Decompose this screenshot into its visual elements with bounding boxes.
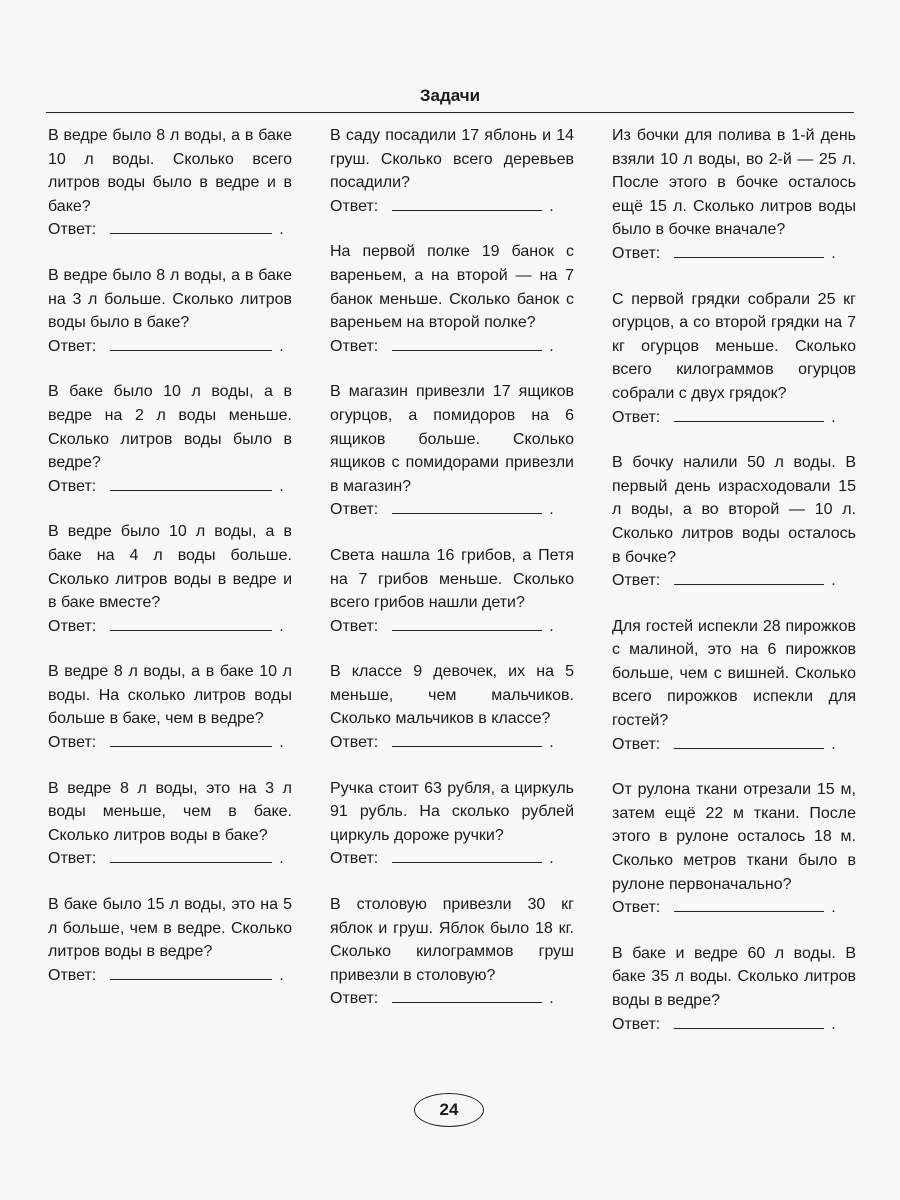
task-text: В ведре было 8 л воды, а в баке 10 л воды. Сколько всего литров воды было в ведре и в баке? (48, 127, 292, 215)
task-text: В ведре было 8 л воды, а в баке на 3 л больше. Сколько литров воды было в баке? (48, 266, 292, 332)
tasks-column-1 (48, 124, 292, 1009)
tasks-column-3 (612, 124, 856, 1058)
task-item (48, 520, 292, 638)
answer-label: Ответ: (330, 337, 379, 355)
answer-period: . (279, 617, 284, 635)
answer-period: . (279, 221, 284, 239)
task-text: Из бочки для полива в 1-й день взяли 10 л воды, во 2-й — 25 л. После этого в бочке осталось ещё 15 л. Сколько литров воды было в бочке вначале? (612, 127, 856, 239)
answer-line (330, 731, 574, 755)
answer-label: Ответ: (612, 1015, 661, 1033)
answer-blank-field[interactable] (674, 243, 824, 258)
task-item (330, 777, 574, 871)
answer-label: Ответ: (48, 734, 97, 752)
answer-blank-field[interactable] (110, 732, 272, 747)
task-item (330, 124, 574, 218)
answer-blank-field[interactable] (392, 499, 542, 514)
answer-period: . (279, 966, 284, 984)
answer-line (612, 896, 856, 920)
answer-line (330, 987, 574, 1011)
answer-blank-field[interactable] (110, 965, 272, 980)
task-text: В классе 9 девочек, их на 5 меньше, чем мальчиков. Сколько мальчиков в классе? (330, 663, 574, 728)
answer-period: . (279, 477, 284, 495)
answer-blank-field[interactable] (392, 732, 542, 747)
task-item (48, 777, 292, 871)
task-item (330, 660, 574, 754)
task-text: На первой полке 19 банок с вареньем, а на второй — на 7 банок меньше. Сколько банок с вареньем на второй полке? (330, 243, 574, 332)
answer-blank-field[interactable] (110, 848, 272, 863)
answer-period: . (831, 408, 836, 426)
answer-line (330, 498, 574, 522)
page-number: 24 (414, 1093, 484, 1127)
answer-blank-field[interactable] (110, 219, 272, 234)
answer-label: Ответ: (48, 337, 97, 355)
answer-period: . (279, 850, 284, 868)
task-item (48, 660, 292, 754)
answer-line (48, 847, 292, 871)
answer-line (612, 406, 856, 430)
task-text: Света нашла 16 грибов, а Петя на 7 грибов меньше. Сколько всего грибов нашли дети? (330, 546, 574, 612)
task-item (330, 544, 574, 638)
answer-blank-field[interactable] (674, 734, 824, 749)
task-item (330, 893, 574, 1011)
task-item (612, 288, 856, 430)
answer-period: . (549, 617, 554, 635)
answer-blank-field[interactable] (392, 336, 542, 351)
answer-label: Ответ: (330, 501, 379, 519)
task-item (612, 451, 856, 593)
answer-line (612, 1013, 856, 1037)
answer-blank-field[interactable] (110, 336, 272, 351)
answer-label: Ответ: (330, 850, 379, 868)
answer-label: Ответ: (330, 734, 379, 752)
task-text: В ведре было 10 л воды, а в баке на 4 л воды больше. Сколько литров воды в ведре и в баке вместе? (48, 523, 292, 612)
answer-line (612, 569, 856, 593)
answer-label: Ответ: (612, 572, 661, 590)
task-text: В магазин привезли 17 ящиков огурцов, а помидоров на 6 ящиков больше. Сколько ящиков с помидорами привезли в магазин? (330, 383, 574, 495)
answer-line (330, 615, 574, 639)
answer-label: Ответ: (330, 617, 379, 635)
answer-period: . (549, 501, 554, 519)
page-title: Задачи (419, 86, 481, 105)
answer-period: . (549, 337, 554, 355)
task-item (612, 615, 856, 757)
task-text: В баке было 15 л воды, это на 5 л больше, чем в ведре. Сколько литров воды в ведре? (48, 896, 292, 961)
answer-period: . (549, 990, 554, 1008)
task-text: В ведре 8 л воды, это на 3 л воды меньше, чем в баке. Сколько литров воды в баке? (48, 779, 292, 844)
task-item (612, 942, 856, 1036)
task-text: В ведре 8 л воды, а в баке 10 л воды. На сколько литров воды больше в баке, чем в ведре? (48, 663, 292, 728)
answer-label: Ответ: (48, 966, 97, 984)
answer-blank-field[interactable] (674, 1014, 824, 1029)
answer-period: . (549, 850, 554, 868)
answer-line (48, 964, 292, 988)
answer-label: Ответ: (612, 244, 661, 262)
answer-line (330, 335, 574, 359)
task-item (330, 240, 574, 358)
task-item (48, 264, 292, 358)
answer-period: . (831, 244, 836, 262)
answer-period: . (279, 337, 284, 355)
task-item (48, 893, 292, 987)
tasks-column-2 (330, 124, 574, 1033)
answer-period: . (279, 734, 284, 752)
answer-line (612, 733, 856, 757)
answer-label: Ответ: (612, 899, 661, 917)
task-text: Ручка стоит 63 рубля, а циркуль 91 рубль. На сколько рублей циркуль дороже ручки? (330, 779, 574, 844)
answer-line (48, 475, 292, 499)
task-text: С первой грядки собрали 25 кг огурцов, а со второй грядки на 7 кг огурцов меньше. Сколько всего килограммов огурцов собрали с двух грядок? (612, 290, 856, 402)
answer-line (612, 242, 856, 266)
answer-blank-field[interactable] (392, 196, 542, 211)
answer-blank-field[interactable] (674, 407, 824, 422)
answer-label: Ответ: (612, 735, 661, 753)
answer-period: . (831, 1015, 836, 1033)
task-item (612, 124, 856, 266)
answer-blank-field[interactable] (110, 616, 272, 631)
task-text: В баке и ведре 60 л воды. В баке 35 л воды. Сколько литров воды в ведре? (612, 944, 856, 1009)
task-item (48, 380, 292, 498)
answer-line (330, 847, 574, 871)
answer-line (48, 335, 292, 359)
task-text: Для гостей испекли 28 пирожков с малиной, это на 6 пирожков больше, чем с вишней. Сколько всего пирожков испекли для гостей? (612, 617, 856, 730)
answer-line (48, 615, 292, 639)
answer-blank-field[interactable] (674, 897, 824, 912)
answer-blank-field[interactable] (392, 988, 542, 1003)
answer-blank-field[interactable] (392, 616, 542, 631)
answer-label: Ответ: (48, 477, 97, 495)
task-text: В баке было 10 л воды, а в ведре на 2 л воды меньше. Сколько литров воды было в ведре? (48, 383, 292, 472)
answer-period: . (549, 197, 554, 215)
answer-blank-field[interactable] (110, 476, 272, 491)
answer-blank-field[interactable] (392, 848, 542, 863)
answer-label: Ответ: (48, 850, 97, 868)
answer-period: . (549, 734, 554, 752)
answer-label: Ответ: (330, 990, 379, 1008)
task-text: От рулона ткани отрезали 15 м, затем ещё 22 м ткани. После этого в рулоне осталось 18 м. Сколько метров ткани было в рулоне первоначально? (612, 781, 856, 893)
task-text: В саду посадили 17 яблонь и 14 груш. Сколько всего деревьев посадили? (330, 127, 574, 192)
answer-label: Ответ: (48, 617, 97, 635)
task-item (48, 124, 292, 242)
title-divider (46, 112, 854, 113)
answer-label: Ответ: (612, 408, 661, 426)
answer-label: Ответ: (330, 197, 379, 215)
answer-line (330, 195, 574, 219)
task-item (612, 778, 856, 920)
answer-line (48, 218, 292, 242)
task-text: В столовую привезли 30 кг яблок и груш. Яблок было 18 кг. Сколько килограммов груш привезли в столовую? (330, 896, 574, 984)
answer-period: . (831, 735, 836, 753)
answer-label: Ответ: (48, 221, 97, 239)
answer-period: . (831, 899, 836, 917)
task-text: В бочку налили 50 л воды. В первый день израсходовали 15 л воды, а во второй — 10 л. Сколько литров воды осталось в бочке? (612, 454, 856, 566)
answer-blank-field[interactable] (674, 570, 824, 585)
task-item (330, 380, 574, 522)
answer-period: . (831, 572, 836, 590)
answer-line (48, 731, 292, 755)
